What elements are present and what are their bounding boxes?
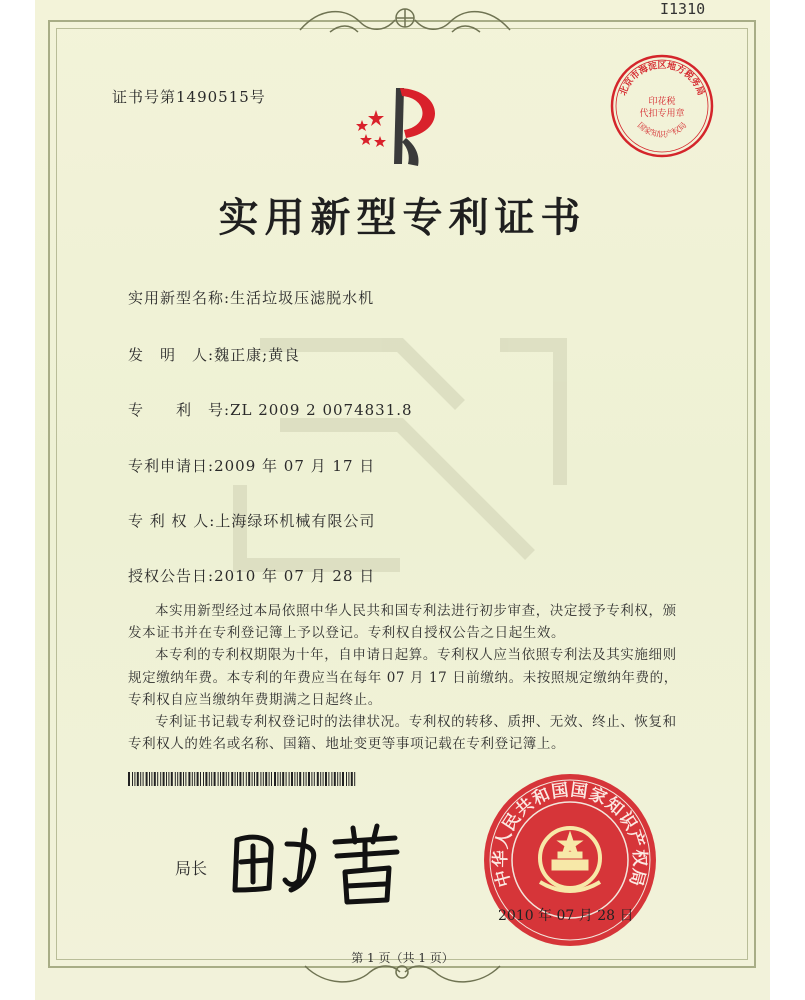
- barcode-bar: [154, 772, 156, 786]
- barcode-bar: [231, 772, 233, 786]
- barcode-bar: [351, 772, 353, 786]
- barcode-bar: [175, 772, 176, 786]
- barcode-bar: [354, 772, 355, 786]
- barcode-bar: [252, 772, 253, 786]
- paragraph: 专利证书记载专利权登记时的法律状况。专利权的转移、质押、无效、终止、恢复和专利权人的姓名或名称、国籍、地址变更等事项记载在专利登记簿上。: [128, 714, 677, 753]
- barcode-bar: [171, 772, 173, 786]
- svg-text:国家知识产权局: [636, 121, 689, 139]
- barcode-bar: [294, 772, 295, 786]
- barcode-bar: [185, 772, 186, 786]
- field-label: 专利申请日:: [128, 457, 215, 475]
- field-patent-number: [128, 399, 413, 420]
- barcode-bar: [317, 772, 319, 786]
- barcode-bar: [203, 772, 204, 786]
- barcode: [128, 772, 358, 786]
- field-inventor: [128, 344, 300, 365]
- barcode-bar: [340, 772, 341, 786]
- barcode-bar: [306, 772, 307, 786]
- barcode-bar: [346, 772, 347, 786]
- barcode-bar: [200, 772, 201, 786]
- field-value: 生活垃圾压滤脱水机: [230, 289, 375, 307]
- barcode-bar: [280, 772, 281, 786]
- barcode-bar: [342, 772, 344, 786]
- barcode-bar: [325, 772, 327, 786]
- barcode-bar: [291, 772, 293, 786]
- tax-seal-bottom: 国家知识产权局: [635, 120, 689, 139]
- barcode-bar: [180, 772, 182, 786]
- barcode-bar: [211, 772, 212, 786]
- barcode-bar: [160, 772, 161, 786]
- barcode-bar: [218, 772, 219, 786]
- barcode-bar: [226, 772, 227, 786]
- seal-date: 2010 年 07 月 28 日: [498, 908, 634, 924]
- barcode-bar: [149, 772, 150, 786]
- barcode-bar: [239, 772, 241, 786]
- barcode-bar: [308, 772, 310, 786]
- barcode-bar: [128, 772, 130, 786]
- barcode-bar: [254, 772, 255, 786]
- barcode-bar: [197, 772, 199, 786]
- barcode-bar: [348, 772, 349, 786]
- field-grant-date: [128, 565, 375, 586]
- svg-text:北京市海淀区地方税务局: [617, 59, 707, 97]
- barcode-bar: [337, 772, 338, 786]
- barcode-bar: [314, 772, 315, 786]
- barcode-bar: [214, 772, 216, 786]
- barcode-bar: [220, 772, 221, 786]
- field-patentee: [128, 510, 375, 531]
- barcode-bar: [331, 772, 332, 786]
- barcode-bar: [146, 772, 148, 786]
- field-application-date: [128, 455, 375, 476]
- barcode-bar: [243, 772, 244, 786]
- barcode-bar: [183, 772, 184, 786]
- field-value: ZL 2009 2 0074831.8: [230, 401, 413, 419]
- barcode-bar: [271, 772, 272, 786]
- barcode-bar: [194, 772, 195, 786]
- barcode-bar: [263, 772, 264, 786]
- barcode-bar: [166, 772, 167, 786]
- handwritten-note: I1310: [660, 0, 706, 18]
- tax-seal-line-1: 印花税: [648, 97, 676, 107]
- patent-office-logo: [348, 76, 458, 176]
- tax-seal-title: 北京市海淀区地方税务局: [618, 60, 706, 98]
- barcode-bar: [137, 772, 139, 786]
- barcode-bar: [323, 772, 324, 786]
- barcode-bar: [163, 772, 165, 786]
- page-number: 第 1 页（共 1 页）: [351, 951, 454, 965]
- official-seal-text: 中华人民共和国国家知识产权局: [490, 780, 650, 890]
- barcode-bar: [168, 772, 169, 786]
- barcode-bar: [192, 772, 193, 786]
- barcode-bar: [143, 772, 144, 786]
- field-label: 专 利 权 人:: [128, 512, 216, 530]
- field-label: 实用新型名称:: [128, 289, 231, 307]
- barcode-bar: [188, 772, 190, 786]
- barcode-bar: [297, 772, 298, 786]
- barcode-bar: [246, 772, 247, 786]
- field-value: 上海绿环机械有限公司: [215, 512, 376, 530]
- director-signature: [225, 820, 415, 910]
- barcode-bar: [286, 772, 287, 786]
- barcode-bar: [151, 772, 152, 786]
- certificate-body: [128, 600, 683, 755]
- field-utility-model-name: [128, 287, 374, 308]
- barcode-bar: [209, 772, 210, 786]
- field-value: 2010 年 07 月 28 日: [214, 567, 376, 585]
- barcode-bar: [299, 772, 301, 786]
- barcode-bar: [205, 772, 207, 786]
- barcode-bar: [260, 772, 261, 786]
- paragraph: 本实用新型经过本局依照中华人民共和国专利法进行初步审查，决定授予专利权，颁发本证书并在专利登记簿上予以登记。专利权自授权公告之日起生效。: [128, 603, 677, 642]
- barcode-bar: [277, 772, 278, 786]
- barcode-bar: [256, 772, 258, 786]
- barcode-bar: [274, 772, 276, 786]
- barcode-bar: [269, 772, 270, 786]
- field-label: 授权公告日:: [128, 567, 215, 585]
- tax-seal-line-2: 代扣专用章: [639, 109, 685, 119]
- barcode-bar: [328, 772, 329, 786]
- certificate-number: 证书号第1490515号: [112, 88, 266, 106]
- page-title: 实用新型专利证书: [218, 194, 587, 241]
- barcode-bar: [303, 772, 304, 786]
- field-label: 发 明 人:: [128, 346, 215, 364]
- director-label: 局长: [175, 859, 208, 878]
- watermark-graphic: [200, 285, 620, 605]
- barcode-bar: [265, 772, 267, 786]
- field-value: 2009 年 07 月 17 日: [214, 457, 376, 475]
- field-value: 魏正康;黄良: [214, 346, 301, 364]
- barcode-bar: [282, 772, 284, 786]
- top-ornament: [290, 2, 520, 42]
- barcode-bar: [177, 772, 178, 786]
- barcode-bar: [222, 772, 224, 786]
- field-label: 专 利 号:: [128, 401, 231, 419]
- barcode-bar: [334, 772, 336, 786]
- barcode-bar: [134, 772, 135, 786]
- barcode-bar: [289, 772, 290, 786]
- barcode-bar: [157, 772, 158, 786]
- barcode-bar: [248, 772, 250, 786]
- barcode-bar: [228, 772, 229, 786]
- barcode-bar: [311, 772, 312, 786]
- barcode-bar: [237, 772, 238, 786]
- barcode-bar: [320, 772, 321, 786]
- barcode-bar: [235, 772, 236, 786]
- barcode-bar: [132, 772, 133, 786]
- paragraph: 本专利的专利权期限为十年，自申请日起算。专利权人应当依照专利法及其实施细则规定缴纳年费。本专利的年费应当在每年 07 月 17 日前缴纳。未按照规定缴纳年费的，专利权自应当缴纳年费期满之日起终止。: [128, 647, 678, 708]
- barcode-bar: [140, 772, 141, 786]
- tax-seal: [606, 50, 718, 162]
